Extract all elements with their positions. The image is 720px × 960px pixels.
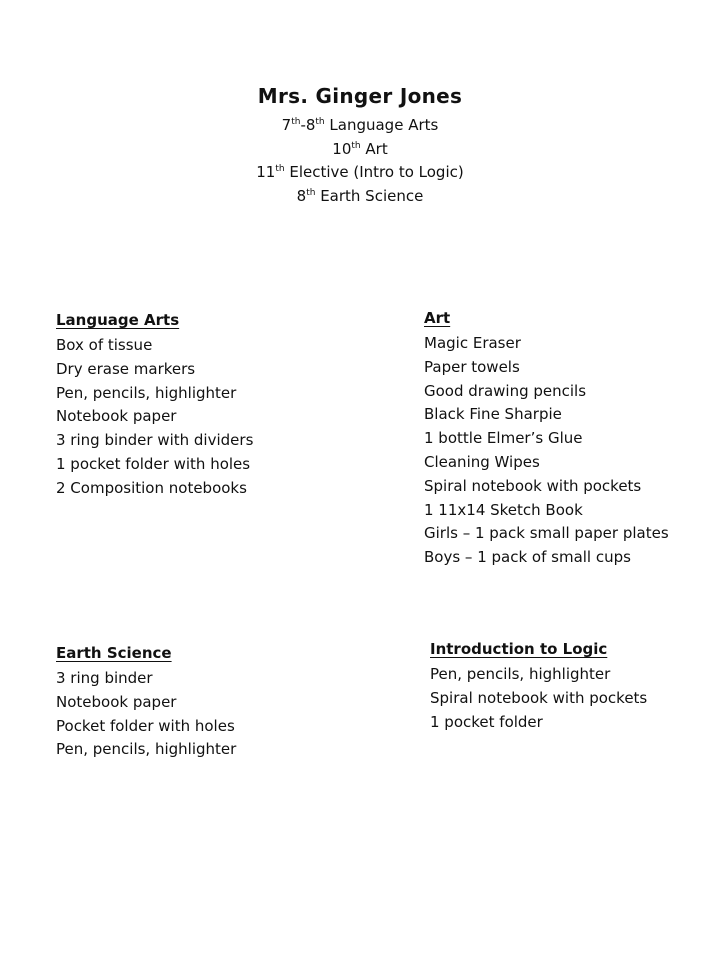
list-item: Spiral notebook with pockets xyxy=(430,688,648,707)
section-art xyxy=(424,308,669,570)
list-item: Notebook paper xyxy=(56,692,177,711)
list-item: Magic Eraser xyxy=(424,334,521,352)
subject-line-language-arts xyxy=(0,114,720,138)
list-item: 1 11x14 Sketch Book xyxy=(424,500,583,519)
list-item: 3 ring binder with dividers xyxy=(56,431,254,450)
subject-line-art xyxy=(0,138,720,162)
section-title: Earth Science xyxy=(56,644,172,662)
list-item: Pen, pencils, highlighter xyxy=(430,665,611,683)
list-item: Cleaning Wipes xyxy=(424,452,540,471)
section-earth-science xyxy=(56,643,236,762)
grade-suffix: th xyxy=(351,140,361,151)
subject-name: Elective (Intro to Logic) xyxy=(284,163,464,181)
supply-list xyxy=(56,334,253,501)
subject-line-elective xyxy=(0,161,720,185)
section-title: Introduction to Logic xyxy=(430,640,608,658)
section-language-arts xyxy=(56,310,253,501)
section-title: Art xyxy=(424,309,451,327)
grade-suffix: th xyxy=(291,117,301,127)
section-intro-to-logic xyxy=(430,639,647,734)
grade-suffix: th xyxy=(306,187,316,198)
grade-suffix: th xyxy=(275,164,285,174)
list-item: 1 bottle Elmer’s Glue xyxy=(424,429,583,448)
list-item: Girls – 1 pack small paper plates xyxy=(424,524,669,543)
list-item: Spiral notebook with pockets xyxy=(424,476,642,495)
list-item: Pocket folder with holes xyxy=(56,716,235,735)
list-item: Good drawing pencils xyxy=(424,381,587,400)
document-header xyxy=(0,84,720,208)
grade-suffix: th xyxy=(315,117,325,127)
supply-list xyxy=(430,663,647,734)
list-item: 1 pocket folder with holes xyxy=(56,454,251,473)
supply-list xyxy=(56,667,236,762)
list-item: 1 pocket folder xyxy=(430,712,543,731)
list-item: Box of tissue xyxy=(56,336,153,354)
list-item: Black Fine Sharpie xyxy=(424,405,562,424)
list-item: Dry erase markers xyxy=(56,359,196,378)
grade-number: 7 xyxy=(281,116,292,134)
list-item: Notebook paper xyxy=(56,407,177,426)
grade-number: 10 xyxy=(332,139,352,158)
subject-name: Language Arts xyxy=(324,116,439,134)
list-item: Boys – 1 pack of small cups xyxy=(424,548,631,567)
grade-number: 11 xyxy=(256,163,276,181)
grade-number: 8 xyxy=(296,186,307,205)
subject-name: Earth Science xyxy=(315,186,424,205)
subject-line-earth-science xyxy=(0,185,720,209)
list-item: Pen, pencils, highlighter xyxy=(56,383,237,402)
list-item: Pen, pencils, highlighter xyxy=(56,740,237,759)
list-item: 2 Composition notebooks xyxy=(56,478,247,497)
section-title: Language Arts xyxy=(56,311,180,329)
teacher-name: Mrs. Ginger Jones xyxy=(257,84,463,108)
grade-number: -8 xyxy=(300,116,316,134)
supply-list xyxy=(424,332,669,570)
list-item: 3 ring binder xyxy=(56,669,153,687)
subject-name: Art xyxy=(360,139,388,158)
list-item: Paper towels xyxy=(424,357,520,376)
